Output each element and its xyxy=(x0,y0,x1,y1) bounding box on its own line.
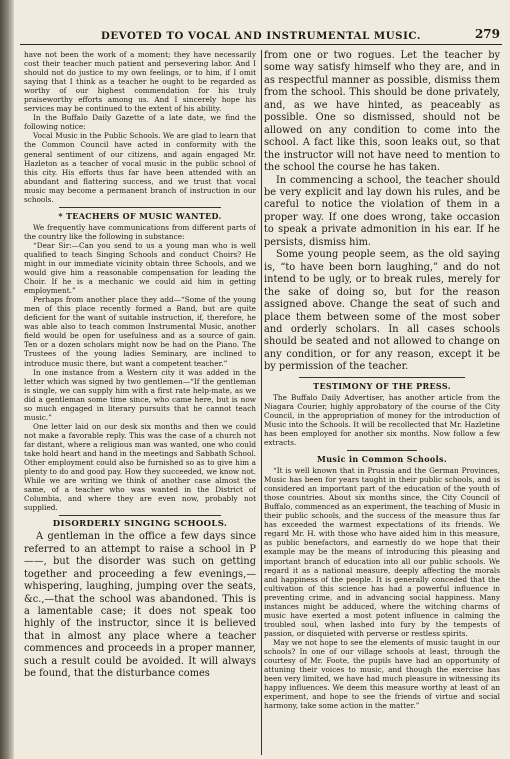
paragraph: have not been the work of a moment; they have necessarily cost their teacher much patient and persevering labor. And I should not do justice to my own feelings, or to him, if I omit saying that I think as a teacher he ought to be regarded as worthy of our highest commendation for his truly praiseworthy efforts among us. And I sincerely hope his services may be continued to the extent of his ability. xyxy=(24,50,256,114)
section-heading-music-common-schools: Music in Common Schools. xyxy=(317,454,447,465)
quoted-notice: Vocal Music in the Public Schools. We are glad to learn that the Common Council have acted in conformity with the general sentiment of our citizens, and again engaged Mr. Hazleton as a teacher of vocal music in the public school of this city. His efforts thus far have been attended with an abundant and flattering success, and we trust that vocal music may become a permanent branch of instruction in our schools. xyxy=(24,131,256,204)
paragraph: One letter laid on our desk six months and then we could not make a favorable reply. This was the case of a church not far distant, where a religious man was wanted, one who could take hold heart and hand in the meetings and Sabbath School. Other employment could also be furnished so as to give him a plenty to do and good pay. How they succeeded, we know not. While we are writing we think of another case almost the same, of a teacher who was wanted in the District of Columbia, and where they are even now, probably not supplied. xyxy=(24,421,256,513)
paragraph: In one instance from a Western city it was added in the letter which was signed by two gentlemen—“If the gentleman is single, we can supply him with a first rate help-mate, as we did a gentleman some time since, who came here, but is now so much engaged in literary pursuits that he cannot teach music.” xyxy=(24,367,256,422)
section-heading-testimony: TESTIMONY OF THE PRESS. xyxy=(313,380,451,391)
right-column xyxy=(264,50,500,755)
paragraph: In the Buffalo Daily Gazette of a late date, we find the following notice: xyxy=(24,113,256,132)
section-divider xyxy=(347,450,418,451)
section-divider xyxy=(59,515,221,516)
paragraph: The Buffalo Daily Advertiser, has another article from the Niagara Courier, highly approbatory of the course of the City Council, in the appropriation of money for the introduction of Music into the Schools. It will be recollected that Mr. Hazletine has been employed for another six months. Now follow a few extracts. xyxy=(264,392,500,448)
paragraph: Some young people seem, as the old saying is, “to have been born laughing,” and do not intend to be ugly, or to break rules, merely for the sake of doing so, but for the reason assigned above. Change the seat of such and place them between some of the most sober and orderly scholars. In all cases schools should be seated and not allowed to change on any condition, or for any reason, except it be by permission of the teacher. xyxy=(264,249,500,373)
running-head: DEVOTED TO VOCAL AND INSTRUMENTAL MUSIC. xyxy=(101,30,421,42)
left-column xyxy=(24,50,256,759)
paragraph: May we not hope to see the elements of music taught in our schools? In one of our village schools at least, through the courtesy of Mr. Foote, the pupils have had an opportunity of attuning their voices to music, and though the exercise has been very limited, we have had much pleasure in witnessing its happy influences. We deem this measure worthy at least of an experiment, and hope to see the friends of virtue and social harmony, take some action in the matter.” xyxy=(264,637,500,711)
paragraph: A gentleman in the office a few days since referred to an attempt to raise a school in P——, but the disorder was such on getting together and proceeding a few evenings,—whispering, laughing, jumping over the seats, &c.,—that the school was abandoned. This is a lamentable case; it does not speak too highly of the instructor, since it is believed that in almost any place where a teacher commences and proceeds in a proper manner, such a result could be avoided. It will always be found, that the disturbance comes xyxy=(24,531,256,680)
section-divider xyxy=(299,377,464,378)
page-header xyxy=(20,22,502,45)
section-heading-teachers-wanted: * TEACHERS OF MUSIC WANTED. xyxy=(58,210,222,221)
paragraph: “Dear Sir:—Can you send to us a young man who is well qualified to teach Singing Schools and conduct Choirs? He might in our immediate vicinity obtain three Schools, and we would give him a reasonable compensation for leading the Choir. If he is a mechanic we could aid him in getting employment.” xyxy=(24,240,256,296)
paragraph: We frequently have communications from different parts of the country like the following in substance: xyxy=(24,222,256,241)
paragraph: “It is well known that in Prussia and the German Provinces, Music has been for years taught in their public schools, and is considered an important part of the education of the youth of those countries. About six months since, the City Council of Buffalo, commenced as an experiment, the teaching of Music in their public schools, and the success of the measure thus far has exceeded the warmest expectations of its friends. We regard Mr. H. with those who have aided him in this measure, as public benefactors, and earnestly do we hope that their example may be the means of introducing this pleasing and important branch of education into all our public schools. We regard it as a national measure, deeply affecting the morals and happiness of the people. It is generally conceded that the cultivation of this science has had a powerful influence in preventing crime, and in advancing social happiness. Many instances might be adduced, where the witching charms of music have exerted a most potent influence in calming the troubled soul, when lashed into fury by the tempests of passion, or disquieted with perverse or restless spirits. xyxy=(264,466,500,638)
paragraph: In commencing a school, the teacher should be very explicit and lay down his rules, and be careful to notice the violation of them in a proper way. If one does wrong, take occasion to speak a private admonition in his ear. If he persists, dismiss him. xyxy=(264,174,500,248)
section-divider xyxy=(59,207,221,208)
page-binding-shadow xyxy=(0,0,14,759)
column-rule xyxy=(261,50,262,755)
paragraph: Perhaps from another place they add—“Some of the young men of this place recently formed a Band, but are quite deficient for the want of suitable instruction, if, therefore, he was able also to teach common Instrumental Music, another field would be open for usefulness and as a source of gain. Ten or a dozen scholars might now be had on the Piano. The Trustees of the young ladies Seminary, are inclined to introduce music there, but want a competent teacher.” xyxy=(24,295,256,368)
paragraph: from one or two rogues. Let the teacher by some way satisfy himself who they are, and in as respectful manner as possible, dismiss them from the school. This should be done privately, and, as we have hinted, as peaceably as possible. One so dismissed, should not be allowed on any condition to come into the school. A fact like this, soon leaks out, so that the instructor will not have need to mention to the school the course he has taken. xyxy=(264,50,500,174)
page-number: 279 xyxy=(474,27,500,41)
section-heading-disorderly-schools: DISORDERLY SINGING SCHOOLS. xyxy=(52,519,228,530)
